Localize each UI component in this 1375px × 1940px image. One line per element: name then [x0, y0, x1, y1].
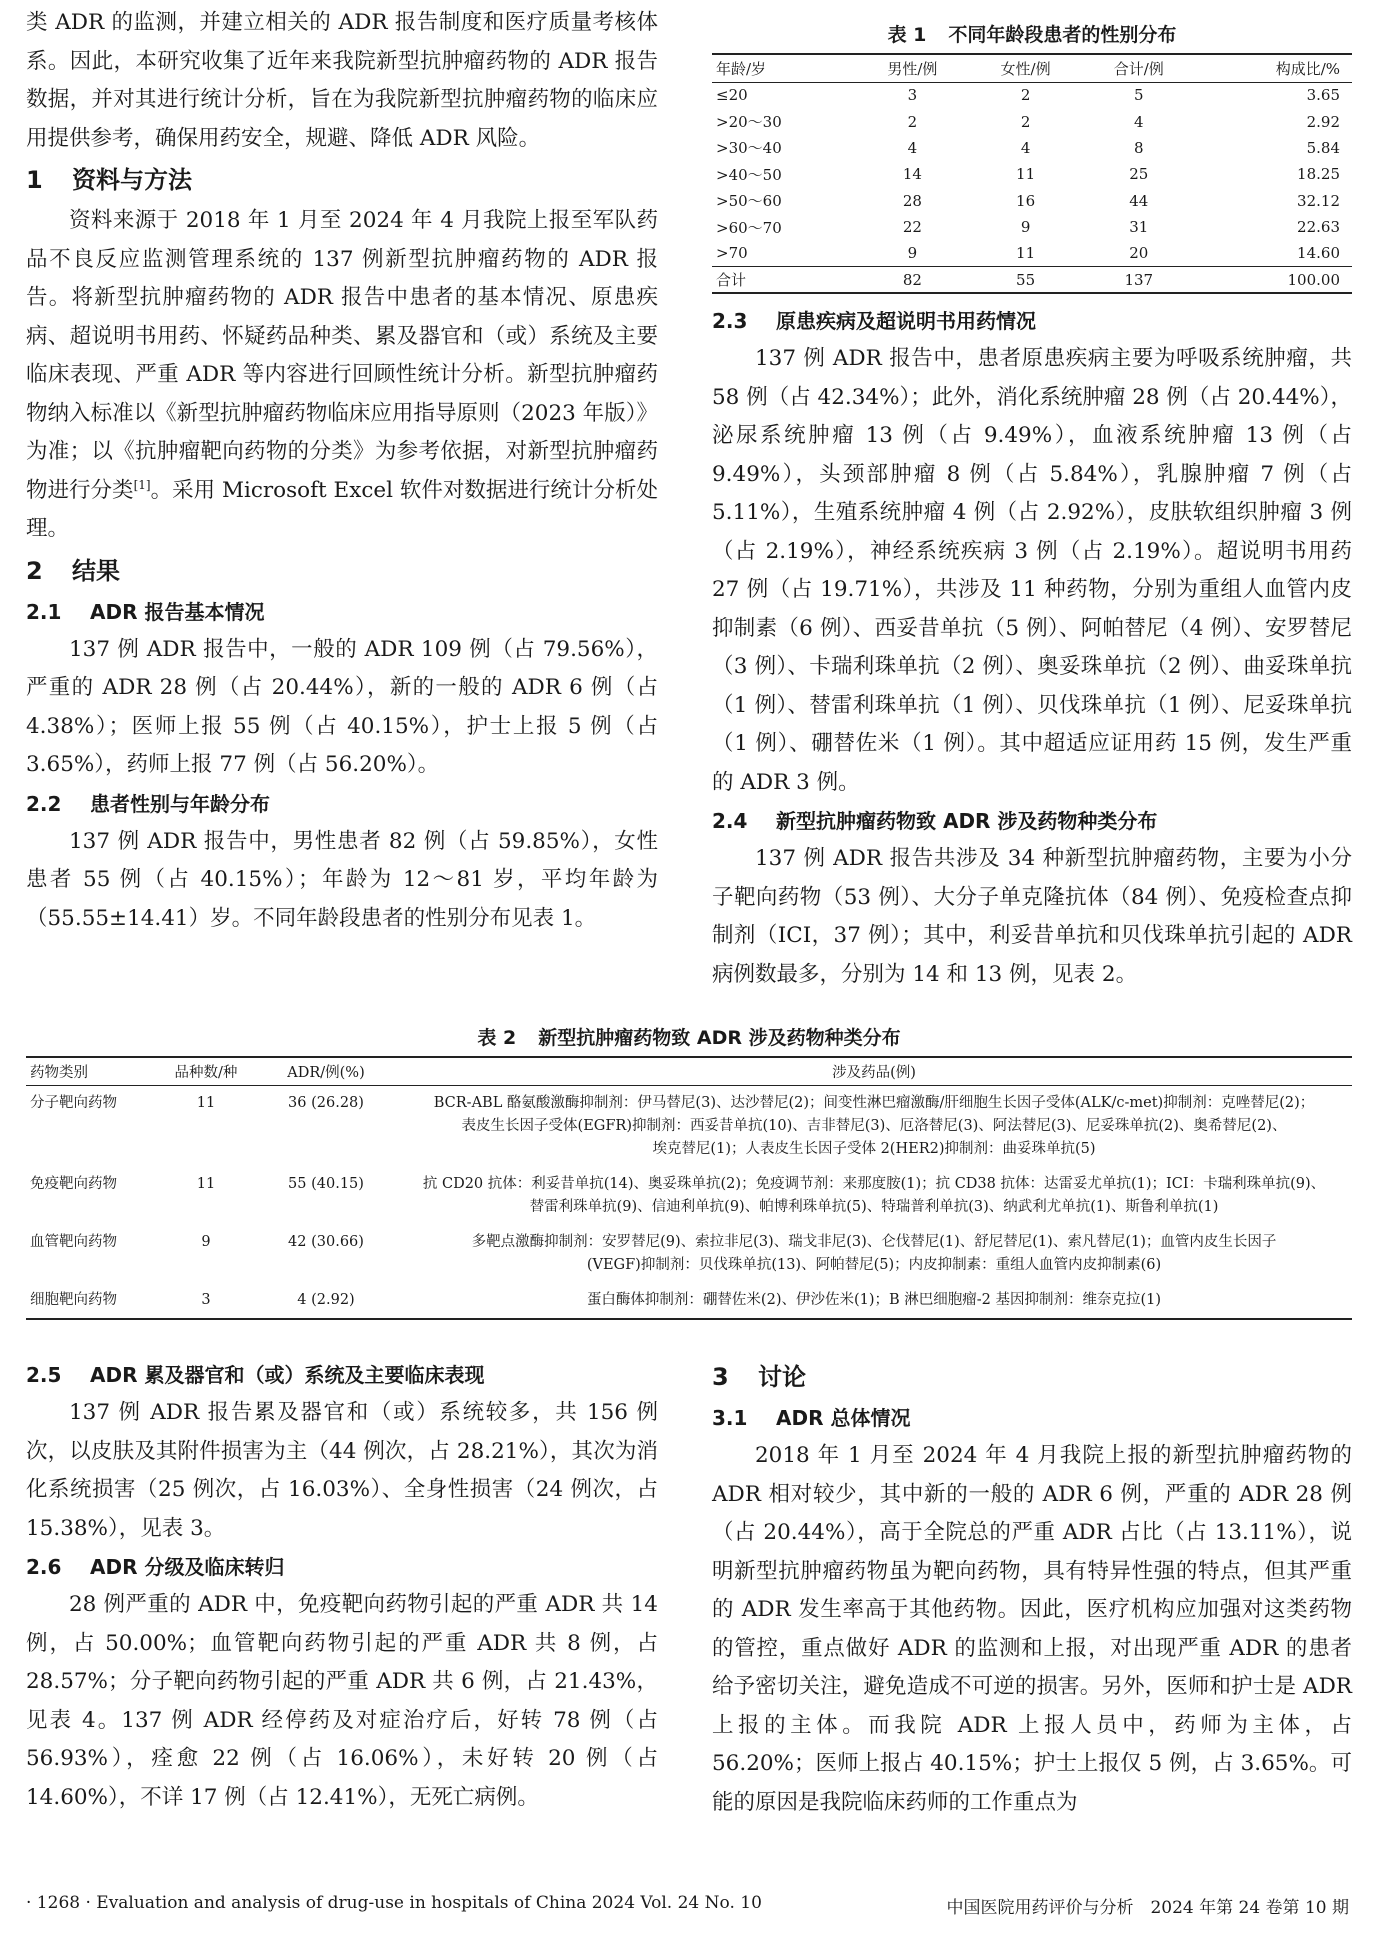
table-cell: 免疫靶向药物 — [30, 1175, 117, 1192]
drug-list-cell — [396, 1225, 1352, 1283]
table-row — [712, 214, 1352, 240]
table-cell: 3 — [907, 86, 918, 105]
table-cell: 32.12 — [1297, 191, 1340, 210]
right-column-top — [712, 20, 1352, 994]
table-cell: 4 — [907, 138, 918, 157]
drug-list-line: 抗 CD20 抗体：利妥昔单抗(14)、奥妥珠单抗(2)；免疫调节剂：来那度胺(1)；抗 CD38 抗体：达雷妥尤单抗(1)；ICI：卡瑞利珠单抗(9)、 — [422, 1175, 1326, 1192]
subsection-2-3-heading — [712, 302, 1352, 340]
table-cell: 血管靶向药物 — [30, 1233, 117, 1250]
section-title: 资料与方法 — [72, 166, 192, 194]
drug-list-line: BCR-ABL 酪氨酸激酶抑制剂：伊马替尼(3)、达沙替尼(2)；间变性淋巴瘤激酶/肝细胞生长因子受体(ALK/c-met)抑制剂：克唑替尼(2)； — [433, 1094, 1315, 1111]
table-cell: 8 — [1134, 138, 1144, 157]
subsection-number: 2.5 — [26, 1363, 62, 1387]
table-header-cell: 合计/例 — [1113, 59, 1164, 78]
table-cell: ≤20 — [716, 86, 748, 105]
table-cell: 11 — [1016, 165, 1036, 184]
table-cell: 100.00 — [1287, 270, 1340, 289]
table-cell: 42 (30.66) — [288, 1233, 364, 1250]
table-header-cell: 女性/例 — [1000, 59, 1051, 78]
drug-list-line: (VEGF)抑制剂：贝伐珠单抗(13)、阿帕替尼(5)；内皮抑制素：重组人血管内皮抑制素(6) — [586, 1256, 1162, 1273]
table-cell: 2 — [1020, 86, 1031, 105]
intro-paragraph: 类 ADR 的监测，并建立相关的 ADR 报告制度和医疗质量考核体系。因此，本研究收集了近年来我院新型抗肿瘤药物的 ADR 报告数据，并对其进行统计分析，旨在为我院新型抗肿瘤药物的临床应用提供参考，确保用药安全，规避、降低 ADR 风险。 — [26, 10, 658, 151]
subsection-2-5-heading — [26, 1356, 658, 1394]
table-header-cell: 药物类别 — [26, 1057, 156, 1085]
table-cell: 5.84 — [1306, 138, 1340, 157]
table-cell: 44 — [1129, 191, 1149, 210]
table-cell: 11 — [196, 1175, 216, 1192]
table-cell: 16 — [1016, 191, 1036, 210]
table-2-caption — [26, 1023, 1352, 1050]
left-column-bottom — [26, 1356, 658, 1817]
table-cell: 分子靶向药物 — [30, 1094, 117, 1111]
table-cell: 55 — [1016, 270, 1036, 289]
disease-offlabel-paragraph: 137 例 ADR 报告中，患者原患疾病主要为呼吸系统肿瘤，共 58 例（占 42.34%）；此外，消化系统肿瘤 28 例（占 20.44%），泌尿系统肿瘤 13 例（占 9.49%），血液系统肿瘤 13 例（占 9.49%），头颈部肿瘤 8 例（占 5.84%），乳腺肿瘤 7 例（占 5.11%），生殖系统肿瘤 4 例（占 2.92%），皮肤软组织肿瘤 3 例（占 2.19%），神经系统疾病 3 例（占 2.19%）。超说明书用药 27 例（占 19.71%），共涉及 11 种药物，分别为重组人血管内皮抑制素（6 例）、西妥昔单抗（5 例）、阿帕替尼（4 例）、安罗替尼（3 例）、卡瑞利珠单抗（2 例）、奥妥珠单抗（2 例）、曲妥珠单抗（1 例）、替雷利珠单抗（1 例）、贝伐珠单抗（1 例）、尼妥珠单抗（1 例）、硼替佐米（1 例）。其中超适应证用药 15 例，发生严重的 ADR 3 例。 — [712, 346, 1352, 795]
citation-ref: [1] — [133, 477, 151, 492]
section-1-heading — [26, 160, 658, 200]
subsection-title: 原患疾病及超说明书用药情况 — [776, 309, 1036, 334]
subsection-number: 2.2 — [26, 791, 62, 816]
table-cell: 20 — [1129, 244, 1149, 263]
section-2-heading — [26, 551, 658, 591]
subsection-title: 新型抗肿瘤药物致 ADR 涉及药物种类分布 — [776, 809, 1158, 834]
subsection-title: 患者性别与年龄分布 — [90, 791, 270, 816]
table-row — [712, 135, 1352, 161]
footer-right: 中国医院用药评价与分析 2024 年第 24 卷第 10 期 — [946, 1898, 1349, 1918]
table-cell: 5 — [1134, 86, 1144, 105]
drug-list-cell — [396, 1085, 1352, 1167]
drug-list-cell — [396, 1167, 1352, 1225]
table-cell: 2.92 — [1306, 112, 1340, 131]
table-header-cell: 品种数/种 — [156, 1057, 256, 1085]
table-header-cell: 涉及药品(例) — [396, 1057, 1352, 1085]
table-row — [712, 82, 1352, 108]
table-cell: 2 — [1020, 112, 1031, 131]
drug-list-line: 表皮生长因子受体(EGFR)抑制剂：西妥昔单抗(10)、吉非替尼(3)、厄洛替尼(3)、阿法替尼(3)、尼妥珠单抗(2)、奥希替尼(2)、 — [461, 1117, 1287, 1134]
table-row — [26, 1283, 1352, 1319]
table-cell: >60～70 — [716, 218, 782, 237]
table-cell: >30～40 — [716, 139, 782, 158]
table-cell: 4 (2.92) — [297, 1291, 355, 1308]
drug-class-paragraph: 137 例 ADR 报告共涉及 34 种新型抗肿瘤药物，主要为小分子靶向药物（53 例）、大分子单克隆抗体（84 例）、免疫检查点抑制剂（ICI，37 例）；其中，利妥昔单抗和贝伐珠单抗引起的 ADR 病例数最多，分别为 14 和 13 例，见表 2。 — [712, 846, 1352, 987]
table-cell: 4 — [1020, 138, 1031, 157]
table-row — [712, 188, 1352, 214]
table-cell: 14 — [902, 165, 922, 184]
table-header-cell: 男性/例 — [887, 59, 938, 78]
table-cell: 22 — [902, 218, 922, 237]
table-header-cell: ADR/例(%) — [256, 1057, 396, 1085]
subsection-title: ADR 分级及临床转归 — [90, 1555, 285, 1579]
table-cell: >50～60 — [716, 192, 782, 211]
section-title: 讨论 — [758, 1363, 806, 1391]
subsection-3-1-heading — [712, 1399, 1352, 1437]
section-number: 2 — [26, 556, 43, 585]
table-cell: 细胞靶向药物 — [30, 1291, 117, 1308]
methods-text-end: 。采用 Microsoft Excel 软件对数据进行统计分析处理。 — [26, 477, 658, 541]
table-cell: 9 — [907, 244, 918, 263]
table-cell: >70 — [716, 244, 748, 263]
subsection-number: 2.4 — [712, 809, 748, 834]
table-header-row — [712, 54, 1352, 82]
grading-outcome-paragraph: 28 例严重的 ADR 中，免疫靶向药物引起的严重 ADR 共 14 例，占 50.00%；血管靶向药物引起的严重 ADR 共 8 例，占 28.57%；分子靶向药物引起的严重 ADR 共 6 例，占 21.43%，见表 4。137 例 ADR 经停药及对症治疗后，好转 78 例（占 56.93%），痊愈 22 例（占 16.06%），未好转 20 例（占 14.60%），不详 17 例（占 12.41%），无死亡病例。 — [26, 1592, 658, 1810]
table-header-cell: 年龄/岁 — [716, 59, 767, 78]
table-header-row — [26, 1057, 1352, 1085]
table-cell: >40～50 — [716, 165, 782, 184]
drug-list-line: 蛋白酶体抑制剂：硼替佐米(2)、伊沙佐米(1)；B 淋巴细胞瘤-2 基因抑制剂：维奈克拉(1) — [586, 1291, 1162, 1308]
table-cell: 9 — [201, 1233, 211, 1250]
table-cell: 3.65 — [1306, 86, 1340, 105]
table-1 — [712, 53, 1352, 294]
table-row — [26, 1085, 1352, 1167]
discussion-paragraph: 2018 年 1 月至 2024 年 4 月我院上报的新型抗肿瘤药物的 ADR 相对较少，其中新的一般的 ADR 6 例，严重的 ADR 28 例（占 20.44%），高于全院总的严重 ADR 占比（占 13.11%），说明新型抗肿瘤药物虽为靶向药物，具有特异性强的特点，但其严重的 ADR 发生率高于其他药物。因此，医疗机构应加强对这类药物的管控，重点做好 ADR 的监测和上报，对出现严重 ADR 的患者给予密切关注，避免造成不可逆的损害。另外，医师和护士是 ADR 上报的主体。而我院 ADR 上报人员中，药师为主体，占 56.20%；医师上报占 40.15%；护士上报仅 5 例，占 3.65%。可能的原因是我院临床药师的工作重点为 — [712, 1443, 1352, 1815]
table-cell: 9 — [1020, 218, 1031, 237]
table-cell: 55 (40.15) — [288, 1175, 364, 1192]
table-cell: 28 — [902, 191, 922, 210]
table-cell: 36 (26.28) — [288, 1094, 364, 1111]
table-row — [712, 108, 1352, 134]
table-title: 新型抗肿瘤药物致 ADR 涉及药物种类分布 — [538, 1027, 901, 1049]
subsection-2-6-heading — [26, 1548, 658, 1586]
table-2 — [26, 1056, 1352, 1320]
table-cell: 合计 — [716, 271, 747, 290]
table-cell: 11 — [196, 1094, 216, 1111]
subsection-title: ADR 报告基本情况 — [90, 599, 265, 624]
table-cell: 31 — [1129, 218, 1149, 237]
table-row — [26, 1167, 1352, 1225]
organ-system-paragraph: 137 例 ADR 报告累及器官和（或）系统较多，共 156 例次，以皮肤及其附件损害为主（44 例次，占 28.21%），其次为消化系统损害（25 例次，占 16.03%）、全身性损害（24 例次，占 15.38%），见表 3。 — [26, 1400, 658, 1541]
table-total-row — [712, 267, 1352, 293]
subsection-2-2-heading — [26, 785, 658, 823]
table-label: 表 2 — [477, 1027, 517, 1049]
drug-list-line: 多靶点激酶抑制剂：安罗替尼(9)、索拉非尼(3)、瑞戈非尼(3)、仑伐替尼(1)、舒尼替尼(1)、索凡替尼(1)；血管内皮生长因子 — [471, 1233, 1277, 1250]
section-number: 1 — [26, 166, 43, 194]
section-3-heading — [712, 1357, 1352, 1397]
table-label: 表 1 — [887, 24, 927, 46]
table-cell: >20～30 — [716, 113, 782, 132]
methods-paragraph — [26, 202, 658, 549]
table-cell: 11 — [1016, 244, 1036, 263]
subsection-number: 2.1 — [26, 599, 62, 624]
footer-left: · 1268 · Evaluation and analysis of drug-use in hospitals of China 2024 Vol. 24 No. 10 — [26, 1893, 762, 1913]
drug-list-line: 替雷利珠单抗(9)、信迪利单抗(9)、帕博利珠单抗(5)、特瑞普利单抗(3)、纳武利尤单抗(1)、斯鲁利单抗(1) — [529, 1198, 1219, 1215]
table-row — [712, 161, 1352, 187]
table-cell: 22.63 — [1297, 218, 1340, 237]
subsection-title: ADR 总体情况 — [776, 1406, 911, 1430]
drug-list-line: 埃克替尼(1)；人表皮生长因子受体 2(HER2)抑制剂：曲妥珠单抗(5) — [652, 1140, 1096, 1157]
methods-text: 资料来源于 2018 年 1 月至 2024 年 4 月我院上报至军队药品不良反应监测管理系统的 137 例新型抗肿瘤药物的 ADR 报告。将新型抗肿瘤药物的 ADR 报告中患者的基本情况、原患疾病、超说明书用药、怀疑药品种类、累及器官和（或）系统及主要临床表现、严重 ADR 等内容进行回顾性统计分析。新型抗肿瘤药物纳入标准以《新型抗肿瘤药物临床应用指导原则（2023 年版）》为准；以《抗肿瘤靶向药物的分类》为参考依据，对新型抗肿瘤药物进行分类 — [26, 208, 658, 503]
table-cell: 4 — [1134, 112, 1144, 131]
gender-age-paragraph: 137 例 ADR 报告中，男性患者 82 例（占 59.85%），女性患者 55 例（占 40.15%）；年龄为 12～81 岁，平均年龄为（55.55±14.41）岁。不同年龄段患者的性别分布见表 1。 — [26, 828, 658, 931]
table-title: 不同年龄段患者的性别分布 — [948, 24, 1177, 46]
table-row — [26, 1225, 1352, 1283]
section-number: 3 — [712, 1363, 729, 1391]
table-cell: 82 — [902, 270, 922, 289]
subsection-2-4-heading — [712, 802, 1352, 840]
table-cell: 14.60 — [1297, 244, 1340, 263]
table-2-block — [26, 1023, 1352, 1320]
subsection-number: 3.1 — [712, 1406, 748, 1430]
adr-basic-paragraph: 137 例 ADR 报告中，一般的 ADR 109 例（占 79.56%），严重的 ADR 28 例（占 20.44%），新的一般的 ADR 6 例（占 4.38%）；医师上报 55 例（占 40.15%），护士上报 5 例（占 3.65%），药师上报 77 例（占 56.20%）。 — [26, 636, 658, 777]
right-column-bottom — [712, 1355, 1352, 1822]
section-title: 结果 — [72, 556, 120, 585]
subsection-2-1-heading — [26, 593, 658, 631]
table-cell: 25 — [1129, 165, 1149, 184]
table-cell: 137 — [1124, 270, 1154, 289]
left-column-top — [26, 4, 658, 938]
subsection-title: ADR 累及器官和（或）系统及主要临床表现 — [90, 1363, 485, 1387]
subsection-number: 2.6 — [26, 1555, 62, 1579]
table-header-cell: 构成比/% — [1275, 59, 1340, 78]
drug-list-cell — [396, 1283, 1352, 1319]
table-cell: 3 — [201, 1291, 211, 1308]
subsection-number: 2.3 — [712, 309, 748, 334]
table-cell: 18.25 — [1297, 165, 1340, 184]
table-row — [712, 240, 1352, 266]
table-1-caption — [712, 20, 1352, 47]
table-cell: 2 — [907, 112, 918, 131]
